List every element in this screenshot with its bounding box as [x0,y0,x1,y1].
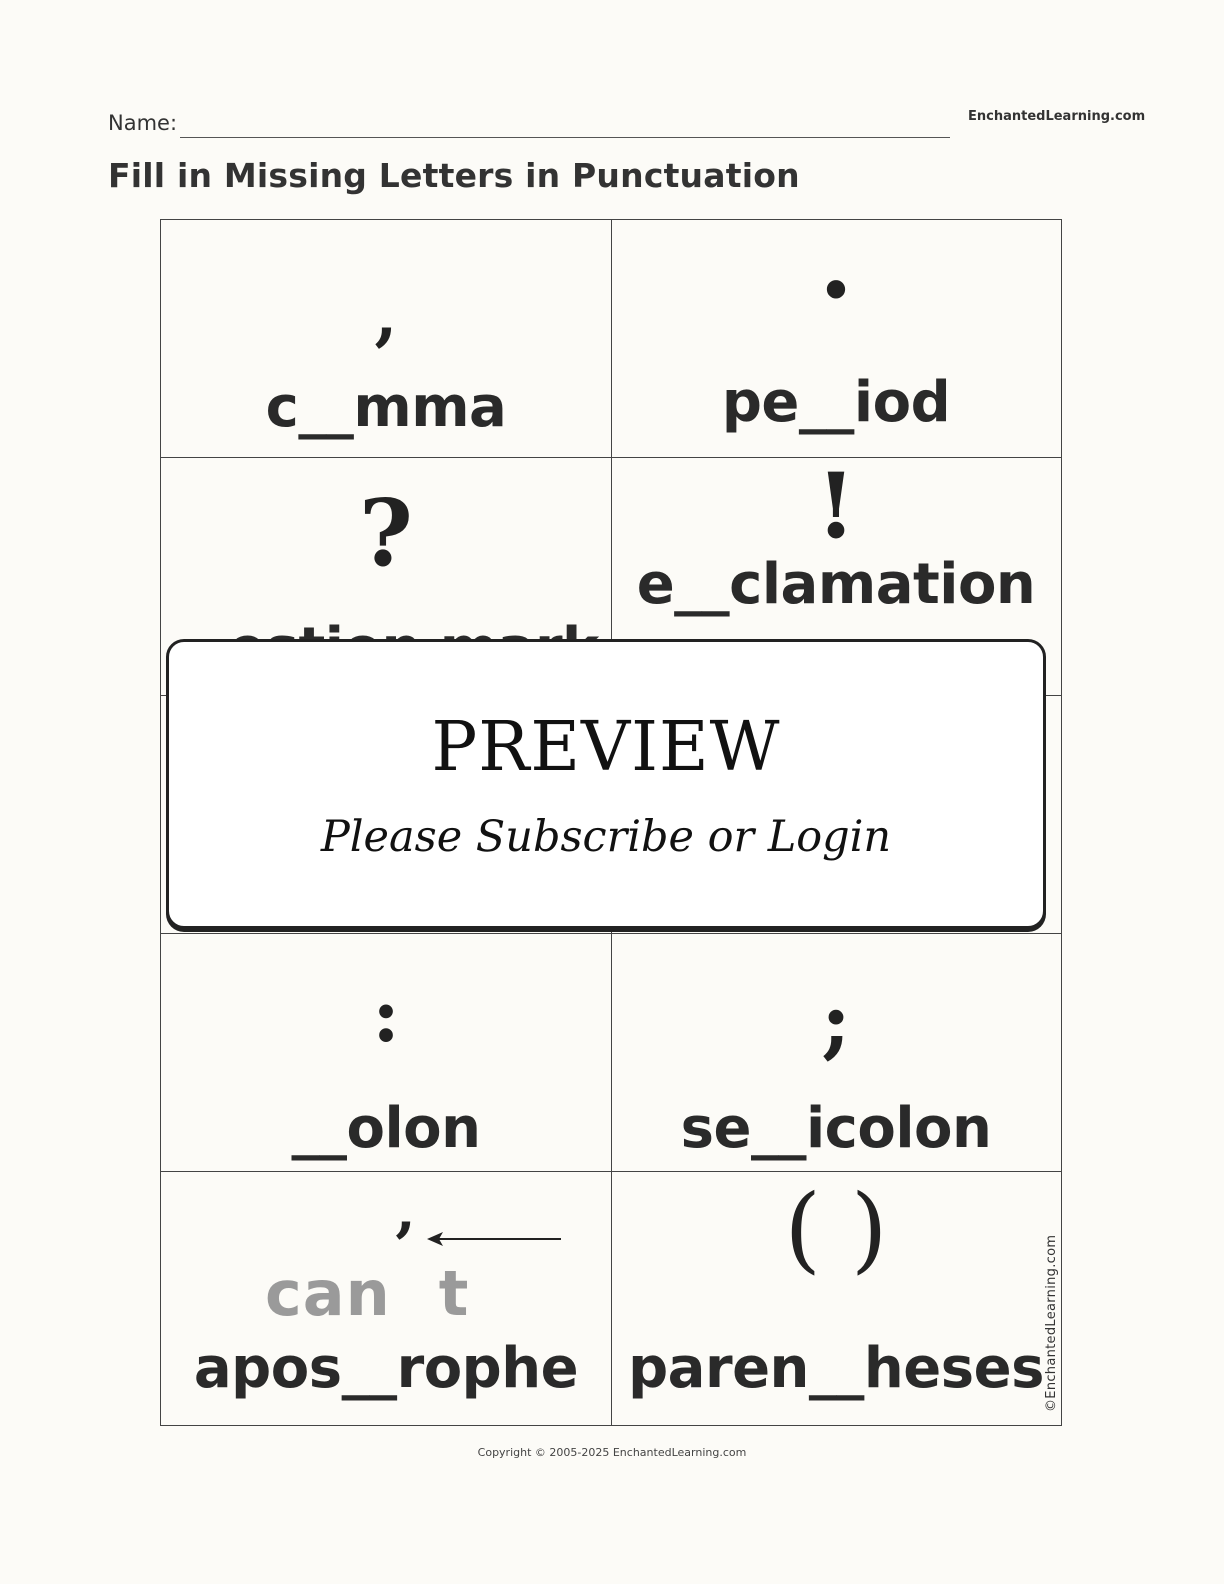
preview-title: PREVIEW [431,708,781,787]
apostrophe-word: apos__rophe [193,1336,579,1401]
pointer-arrow-icon [427,1229,563,1249]
apostrophe-symbol: ’ [393,1209,416,1284]
cell-comma [161,220,611,457]
cell-parentheses [611,1171,1061,1427]
parentheses-word: paren__heses [628,1336,1044,1401]
comma-symbol: , [374,276,398,354]
name-label: Name: [108,111,178,135]
cell-semicolon [611,933,1061,1171]
preview-overlay[interactable] [166,639,1046,929]
semicolon-symbol: ; [821,974,851,1068]
period-symbol: • [819,261,853,322]
colon-word: __olon [291,1096,481,1161]
cell-apostrophe [161,1171,611,1427]
cell-colon [161,933,611,1171]
example-word-can: can t [265,1257,470,1330]
semicolon-word: se__icolon [680,1096,992,1161]
exclamation-word: e__clamation [636,552,1036,617]
apostrophe-example [161,1193,611,1330]
parentheses-symbol: ( ) [784,1175,888,1284]
worksheet-title: Fill in Missing Letters in Punctuation [108,156,800,195]
subscribe-login-link[interactable]: Please Subscribe or Login [320,812,892,862]
comma-word: c__mma [265,375,507,440]
colon-symbol: : [372,973,400,1059]
period-word: pe__iod [721,370,951,435]
site-logo-text[interactable]: EnchantedLearning.com [968,109,1146,124]
cell-period [611,220,1061,457]
vertical-credit: ©EnchantedLearning.com [1044,1234,1059,1412]
copyright-footer: Copyright © 2005-2025 EnchantedLearning.com [477,1446,747,1459]
question-mark-symbol: ? [359,479,413,587]
name-line[interactable] [180,137,950,138]
exclamation-symbol: ! [816,457,856,559]
